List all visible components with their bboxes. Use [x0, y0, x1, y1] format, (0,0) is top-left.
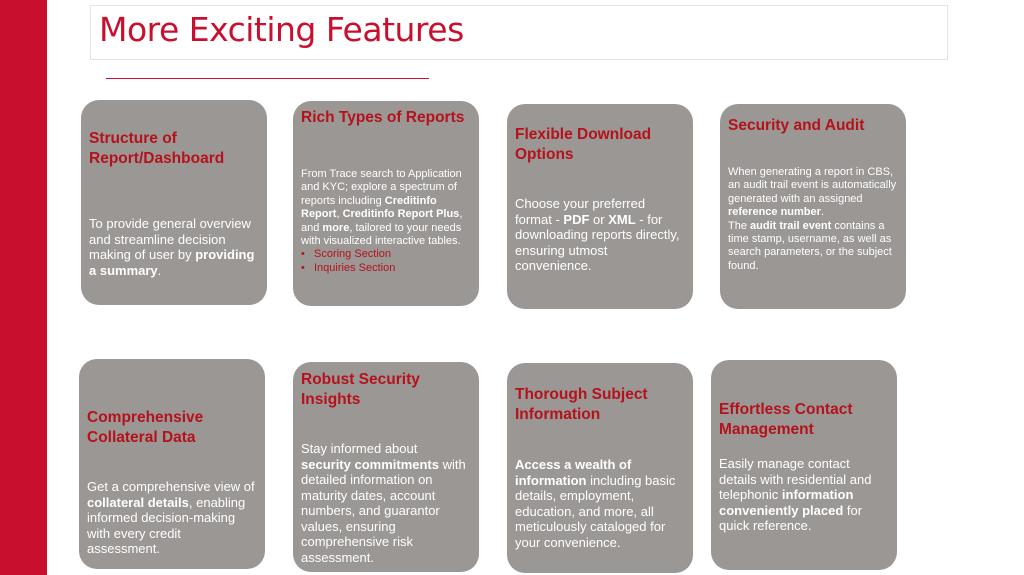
feature-card-subject-information — [507, 363, 693, 573]
card-body: When generating a report in CBS, an audit trail event is automatically generated with an assigned reference number. The audit trail event contains a time stamp, username, as well as search parameters, or the subject found. — [728, 166, 897, 272]
feature-card-security-insights — [293, 362, 479, 572]
card-title: Security and Audit — [728, 117, 865, 134]
page-title: More Exciting Features — [99, 10, 464, 49]
feature-card-security-audit — [720, 104, 906, 309]
card-body: Easily manage contact details with residential and telephonic information conveniently placed for quick reference. — [719, 456, 872, 533]
card-body: Get a comprehensive view of collateral details, enabling informed decision-making with every credit assessment. — [87, 479, 255, 556]
card-title: Effortless Contact Management — [719, 401, 853, 438]
card-body: Choose your preferred format - PDF or XML - for downloading reports directly, ensuring utmost convenience. — [515, 196, 680, 273]
card-title: Robust Security Insights — [301, 371, 420, 408]
report-sections-list — [301, 248, 470, 275]
card-body: Stay informed about security commitments with detailed information on maturity dates, account numbers, and guarantor values, ensuring comprehensive risk assessment. — [301, 441, 466, 565]
feature-card-report-structure — [81, 100, 267, 305]
list-item: • Scoring Section — [301, 248, 470, 261]
feature-card-download-options — [507, 104, 693, 309]
card-title: Comprehensive Collateral Data — [87, 409, 204, 446]
list-item: • Inquiries Section — [301, 262, 470, 275]
card-body: Access a wealth of information including basic details, employment, education, and more, all meticulously cataloged for your convenience. — [515, 457, 676, 550]
feature-card-report-types — [293, 101, 479, 306]
card-title: Flexible Download Options — [515, 126, 652, 163]
left-accent-bar — [0, 0, 47, 575]
card-body: From Trace search to Application and KYC; explore a spectrum of reports including Creditinfo Report, Creditinfo Report Plus, and more, tailored to your needs with visualized interactive tables. • Scoring Section • Inquiries Section — [301, 168, 470, 275]
feature-card-collateral-data — [79, 359, 265, 569]
card-body: To provide general overview and streamline decision making of user by providing a summary. — [89, 216, 255, 278]
card-title: Rich Types of Reports — [301, 109, 465, 126]
title-underline — [106, 78, 429, 79]
card-title: Thorough Subject Information — [515, 386, 648, 423]
feature-card-contact-management — [711, 360, 897, 570]
card-title: Structure of Report/Dashboard — [89, 130, 225, 167]
title-box — [90, 5, 948, 60]
